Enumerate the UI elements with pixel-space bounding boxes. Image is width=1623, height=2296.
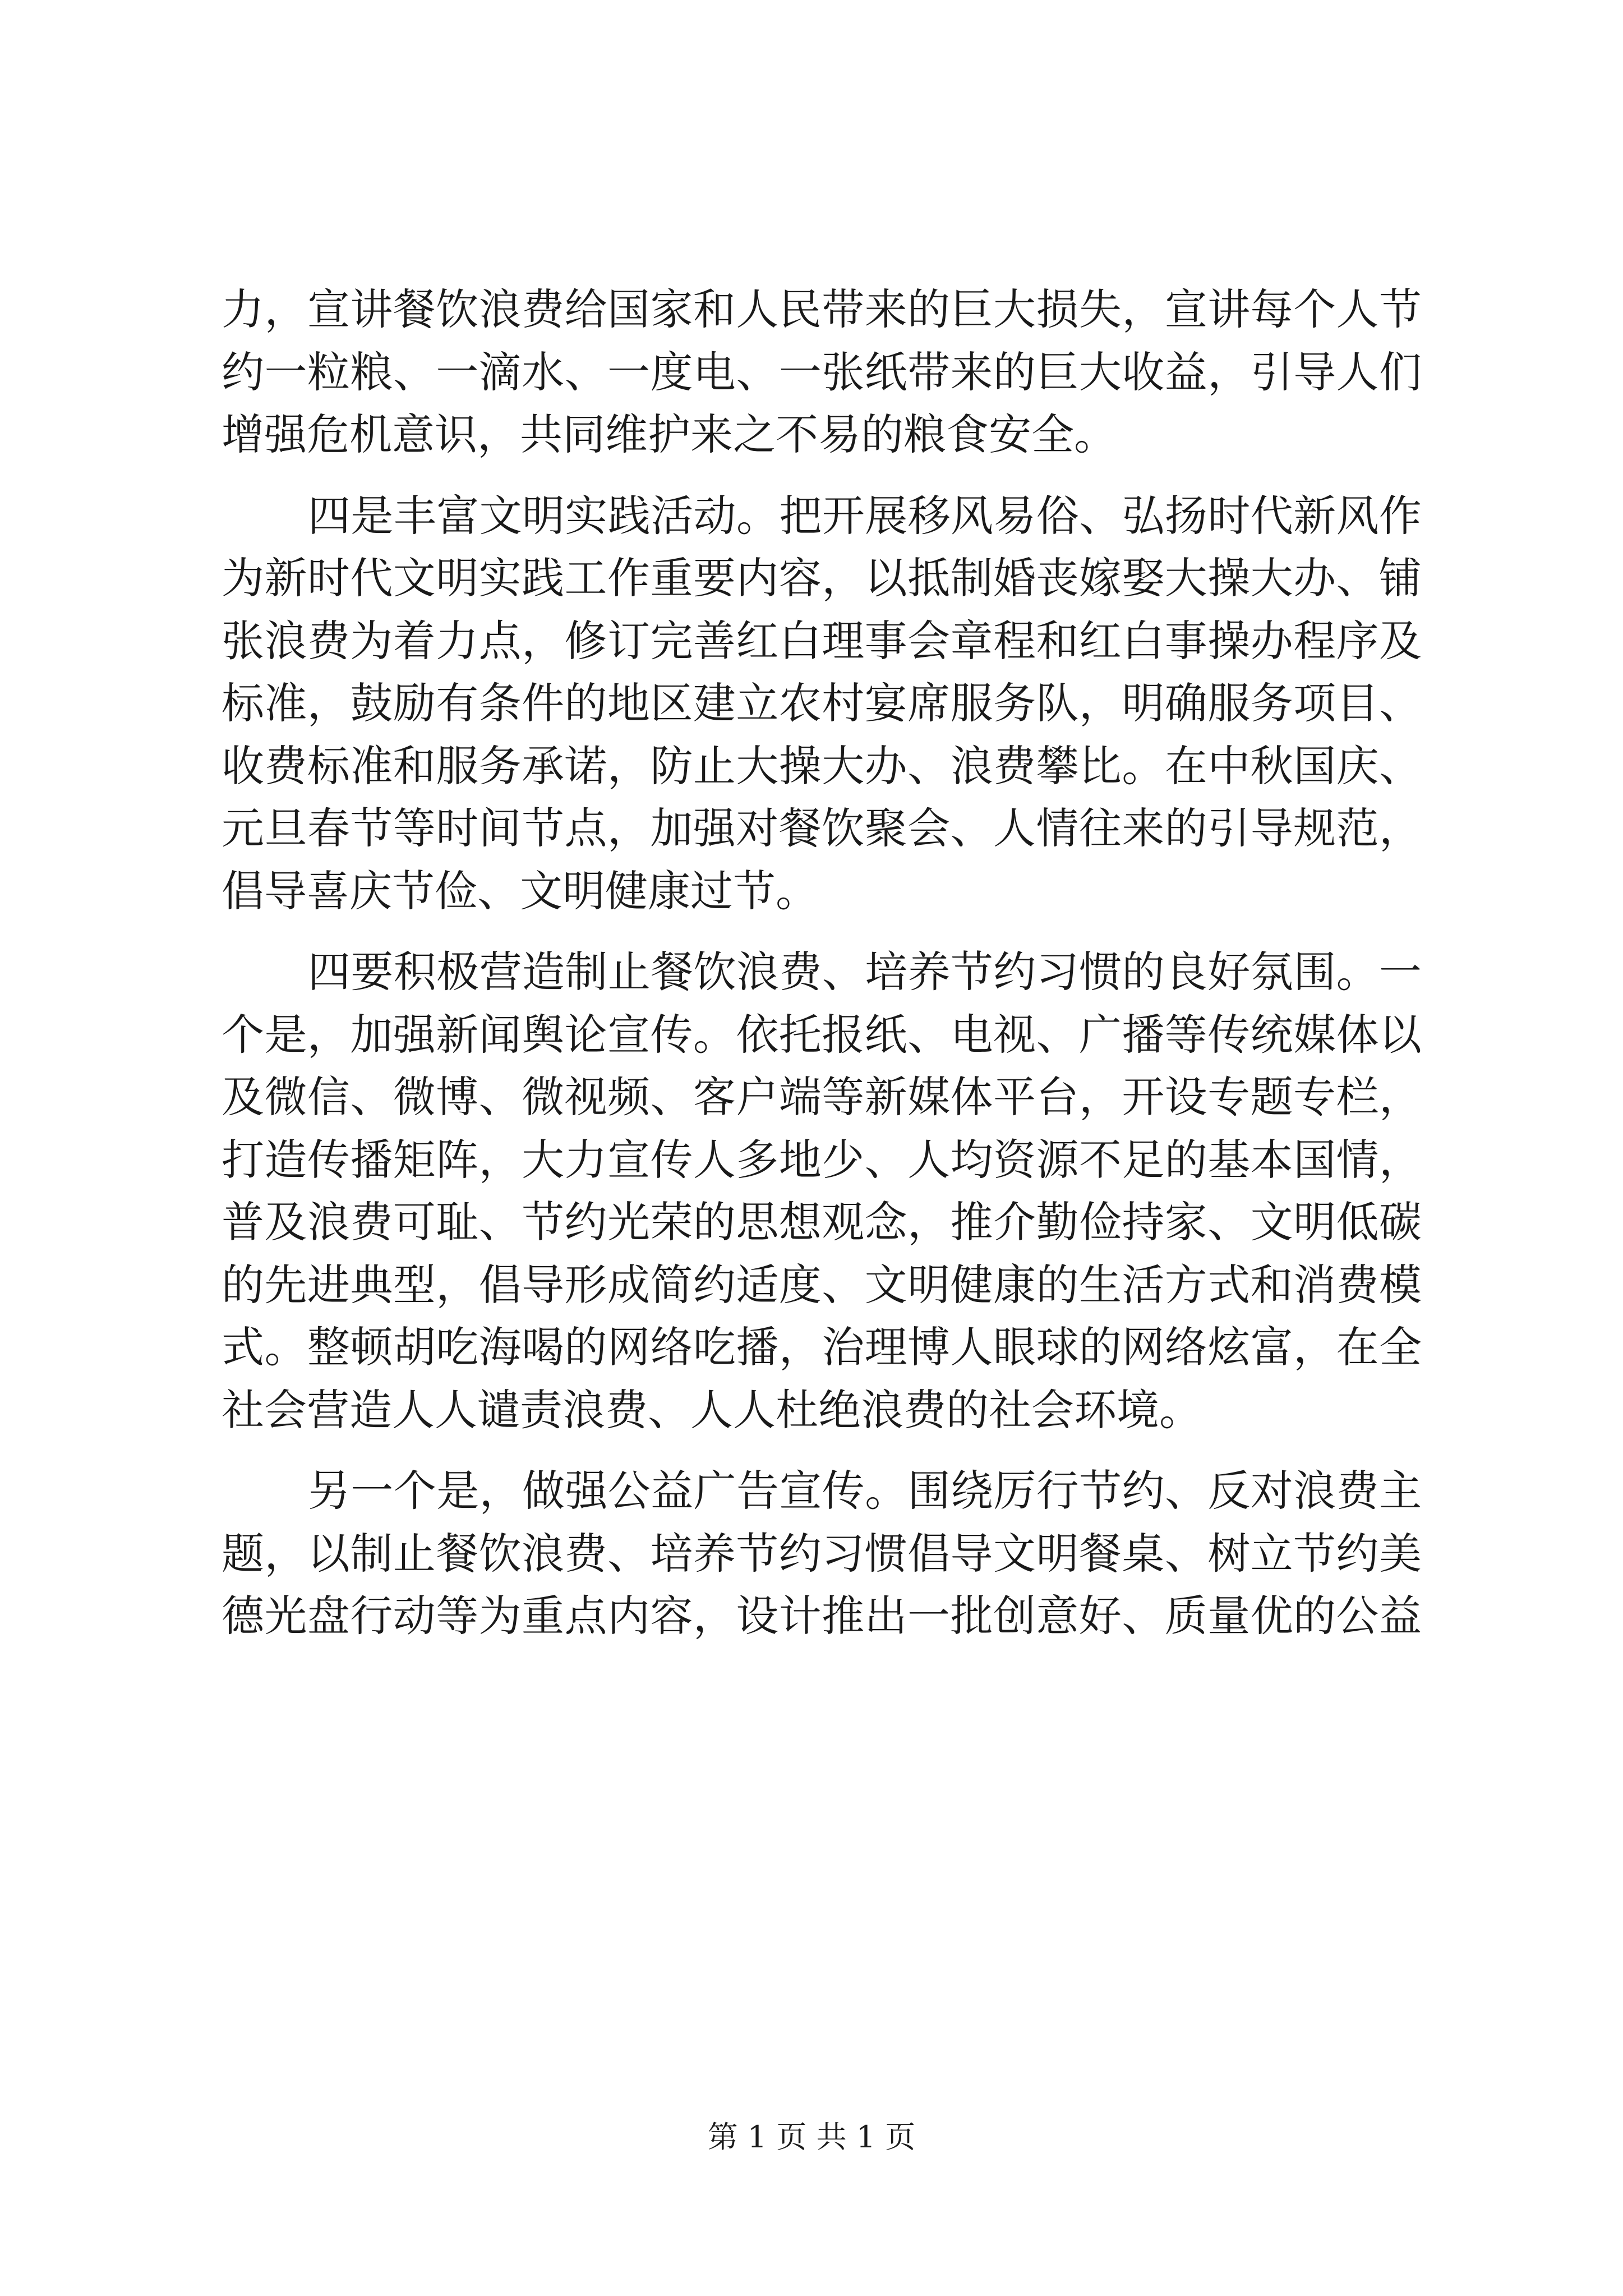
text-line: 式。整顿胡吃海喝的网络吃播，治理博人眼球的网络炫富，在全 — [222, 1322, 1422, 1372]
text-line: 社会营造人人谴责浪费、人人杜绝浪费的社会环境。 — [222, 1384, 1202, 1435]
page-number-footer: 第 1 页 共 1 页 — [707, 2119, 916, 2155]
paragraph-3 — [222, 941, 1422, 1441]
text-line: 约一粒粮、一滴水、一度电、一张纸带来的巨大收益，引导人们 — [222, 347, 1422, 397]
paragraph-2 — [222, 485, 1422, 923]
text-line: 增强危机意识，共同维护来之不易的粮食安全。 — [222, 409, 1117, 459]
text-line: 题，以制止餐饮浪费、培养节约习惯倡导文明餐桌、树立节约美 — [222, 1528, 1422, 1579]
text-line: 及微信、微博、微视频、客户端等新媒体平台，开设专题专栏， — [222, 1072, 1422, 1122]
text-line: 标准，鼓励有条件的地区建立农村宴席服务队，明确服务项目、 — [222, 678, 1422, 728]
text-line: 收费标准和服务承诺，防止大操大办、浪费攀比。在中秋国庆、 — [222, 740, 1422, 791]
text-line: 张浪费为着力点，修订完善红白理事会章程和红白事操办程序及 — [222, 615, 1422, 666]
text-line: 倡导喜庆节俭、文明健康过节。 — [222, 866, 818, 916]
paragraph-4 — [222, 1460, 1422, 1648]
text-line: 元旦春节等时间节点，加强对餐饮聚会、人情往来的引导规范， — [222, 803, 1422, 853]
text-line: 个是，加强新闻舆论宣传。依托报纸、电视、广播等传统媒体以 — [222, 1009, 1422, 1060]
text-line: 为新时代文明实践工作重要内容，以抵制婚丧嫁娶大操大办、铺 — [222, 553, 1422, 603]
text-line: 力，宣讲餐饮浪费给国家和人民带来的巨大损失，宣讲每个人节 — [222, 284, 1422, 334]
text-line: 四是丰富文明实践活动。把开展移风易俗、弘扬时代新风作 — [308, 490, 1422, 541]
text-line: 普及浪费可耻、节约光荣的思想观念，推介勤俭持家、文明低碳 — [222, 1197, 1422, 1247]
paragraph-1 — [222, 278, 1422, 466]
text-line: 四要积极营造制止餐饮浪费、培养节约习惯的良好氛围。一 — [308, 947, 1422, 997]
text-line: 德光盘行动等为重点内容，设计推出一批创意好、质量优的公益 — [222, 1591, 1422, 1641]
text-line: 的先进典型，倡导形成简约适度、文明健康的生活方式和消费模 — [222, 1259, 1422, 1310]
text-line: 打造传播矩阵，大力宣传人多地少、人均资源不足的基本国情， — [222, 1134, 1422, 1185]
document-body — [222, 278, 1422, 1648]
text-line: 另一个是，做强公益广告宣传。围绕厉行节约、反对浪费主 — [308, 1466, 1422, 1516]
